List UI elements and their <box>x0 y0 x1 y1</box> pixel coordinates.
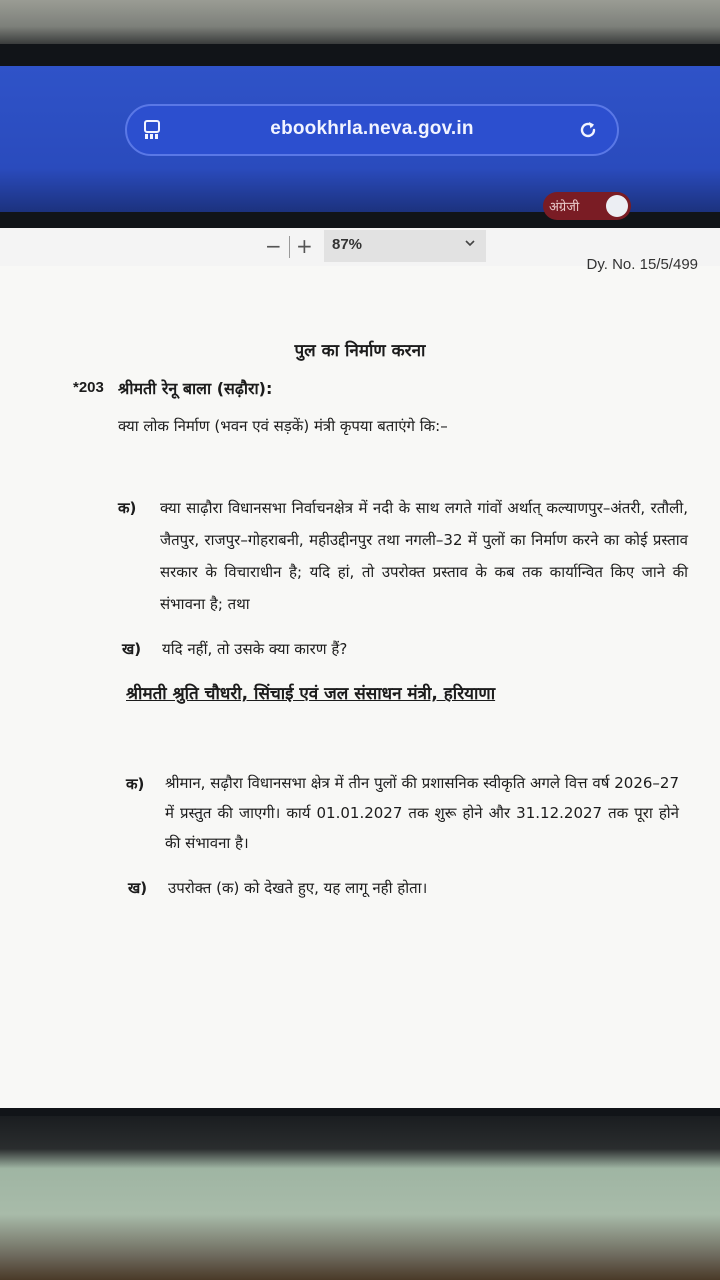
answer-item-text: श्रीमान, सढ़ौरा विधानसभा क्षेत्र में तीन पुलों की प्रशासनिक स्वीकृति अगले वित्त वर्ष 2026–27 में प्रस्तुत की जाएगी। कार्य 01.01.2027 तक शुरू होने और 31.12.2027 तक पूरा होने की संभावना है। <box>165 774 679 852</box>
device-screen <box>0 44 720 1116</box>
url-field[interactable] <box>125 104 619 156</box>
device-top-bezel <box>0 0 720 44</box>
toggle-knob[interactable] <box>606 195 628 217</box>
browser-address-bar <box>0 66 720 215</box>
question-member: श्रीमती रेनू बाला (सढ़ौरा): <box>118 379 273 398</box>
question-item-label: क) <box>118 499 137 517</box>
reload-icon[interactable] <box>577 119 599 141</box>
url-text[interactable]: ebookhrla.neva.gov.in <box>270 118 474 139</box>
question-item-text: क्या साढ़ौरा विधानसभा निर्वाचनक्षेत्र में नदी के साथ लगते गांवों अर्थात् कल्याणपुर–अंतरी, रतौली, जैतपुर, राजपुर–गोहराबनी, महीउद्दीनपुर तथा नगली–32 में पुलों का निर्माण करने का कोई प्रस्ताव सरकार के विचाराधीन है; यदि हां, तो उपरोक्त प्रस्ताव के कब तक कार्यान्वित किए जाने की संभावना है; तथा <box>160 499 688 613</box>
answer-item-label: ख) <box>128 879 148 897</box>
language-toggle-label: अंग्रेजी <box>549 200 580 215</box>
toolbar-divider <box>289 236 290 258</box>
device-bottom-bezel <box>0 1116 720 1280</box>
zoom-level-value: 87% <box>332 236 363 253</box>
diary-number: Dy. No. 15/5/499 <box>586 256 698 273</box>
answer-heading: श्रीमती श्रुति चौधरी, सिंचाई एवं जल संसाधन मंत्री, हरियाणा <box>126 684 496 704</box>
zoom-out-button[interactable]: − <box>265 234 282 258</box>
document-title: पुल का निर्माण करना <box>294 341 426 361</box>
question-item-text: यदि नहीं, तो उसके क्या कारण हैं? <box>162 640 348 658</box>
question-item-label: ख) <box>122 640 142 658</box>
question-number: *203 <box>73 379 104 396</box>
pdf-page <box>0 256 720 1108</box>
answer-item-label: क) <box>126 775 145 793</box>
language-toggle[interactable] <box>543 192 631 220</box>
question-intro: क्या लोक निर्माण (भवन एवं सड़कें) मंत्री कृपया बताएंगे कि:– <box>118 417 448 435</box>
chevron-down-icon <box>464 237 476 249</box>
answer-item-text: उपरोक्त (क) को देखते हुए, यह लागू नही होता। <box>168 879 428 897</box>
zoom-in-button[interactable]: + <box>296 234 313 258</box>
zoom-level-select[interactable] <box>324 230 486 262</box>
